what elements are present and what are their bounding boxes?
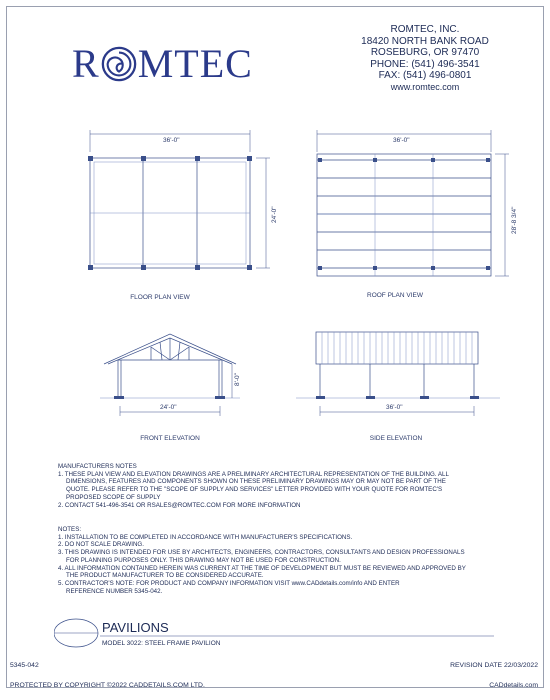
note-line: 4. ALL INFORMATION CONTAINED HEREIN WAS CURRENT AT THE TIME OF DEVELOPMENT BUT MUST BE REVIEWED AND APPROVED BY — [58, 564, 466, 572]
note-line: THE PRODUCT MANUFACTURER TO BE CONSIDERED ACCURATE. — [66, 572, 264, 580]
company-website[interactable]: www.romtec.com — [390, 81, 460, 92]
note-line: 3. THIS DRAWING IS INTENDED FOR USE BY ARCHITECTS, ENGINEERS, CONTRACTORS, CONSULTANTS AND DESIGN PROFESSIONALS — [58, 549, 465, 557]
floor-plan-label: FLOOR PLAN VIEW — [130, 294, 190, 301]
manufacturer-note-line: PROPOSED SCOPE OF SUPPLY — [66, 493, 161, 501]
title-block-subtitle: MODEL 3022: STEEL FRAME PAVILION — [102, 640, 221, 647]
company-address-line1: 18420 NORTH BANK ROAD — [361, 35, 489, 47]
roof-panel-ribs — [322, 332, 472, 364]
roof-plan-label: ROOF PLAN VIEW — [367, 292, 423, 299]
company-name: ROMTEC, INC. — [390, 24, 460, 35]
note-line: 2. DO NOT SCALE DRAWING. — [58, 541, 144, 549]
title-block-title: PAVILIONS — [102, 620, 169, 635]
manufacturer-notes — [58, 463, 488, 509]
swirl-logo-icon — [100, 45, 138, 83]
copyright-notice: PROTECTED BY COPYRIGHT ©2022 CADDETAILS.COM LTD. — [10, 682, 205, 689]
floor-plan-drawing — [70, 128, 290, 278]
front-elevation-drawing — [96, 328, 256, 420]
title-block — [54, 614, 494, 654]
general-notes — [58, 526, 488, 595]
front-width-dim: 24'-0" — [160, 404, 177, 411]
manufacturer-notes-heading: MANUFACTURERS NOTES — [58, 463, 137, 470]
note-line: REFERENCE NUMBER 5345-042. — [66, 587, 163, 595]
reference-number: 5345-042 — [10, 662, 39, 669]
side-elevation-label: SIDE ELEVATION — [369, 435, 423, 442]
side-width-dim: 36'-0" — [386, 404, 403, 411]
notes-heading: NOTES: — [58, 526, 82, 533]
manufacturer-note-line: QUOTE. PLEASE REFER TO THE "SCOPE OF SUPPLY AND SERVICES" LETTER PROVIDED WITH YOUR QUOTE FOR ROMTEC'S — [66, 486, 443, 494]
roof-width-dim: 36'-0" — [393, 137, 410, 144]
revision-date: REVISION DATE 22/03/2022 — [450, 662, 538, 669]
caddetails-link[interactable]: CADdetails.com — [489, 682, 538, 689]
company-fax: FAX: (541) 496-0801 — [378, 70, 472, 81]
front-height-dim: 8'-0" — [234, 373, 241, 386]
manufacturer-note-line: 2. CONTACT 541-496-3541 OR RSALES@ROMTEC.COM FOR MORE INFORMATION — [58, 501, 301, 509]
romtec-logo: R MTEC — [72, 41, 253, 86]
front-elevation-label: FRONT ELEVATION — [140, 435, 200, 442]
note-line: 1. INSTALLATION TO BE COMPLETED IN ACCORDANCE WITH MANUFACTURER'S SPECIFICATIONS. — [58, 533, 353, 541]
roof-depth-dim: 28'-8 3/4" — [511, 206, 518, 234]
floor-width-dim: 36'-0" — [163, 137, 180, 144]
note-line: 5. CONTRACTOR'S NOTE: FOR PRODUCT AND COMPANY INFORMATION VISIT www.CADdetails.com/info AND ENTER — [58, 579, 400, 587]
floor-depth-dim: 24'-0" — [271, 206, 278, 223]
roof-plan-drawing — [305, 128, 525, 278]
side-elevation-drawing — [290, 328, 510, 420]
manufacturer-note-line: 1. THESE PLAN VIEW AND ELEVATION DRAWINGS ARE A PRELIMINARY ARCHITECTURAL REPRESENTATION OF THE BUILDING. ALL — [58, 470, 449, 478]
company-info — [350, 24, 500, 93]
note-line: FOR PLANNING PURPOSES ONLY. THIS DRAWING MAY NOT BE USED FOR CONSTRUCTION. — [66, 556, 341, 564]
company-address-line2: ROSEBURG, OR 97470 — [370, 47, 480, 58]
manufacturer-note-line: DIMENSIONS, FEATURES AND COMPONENTS SHOWN ON THESE PRELIMINARY DRAWINGS MAY OR MAY NOT BE PART OF THE — [66, 478, 446, 486]
company-phone: PHONE: (541) 496-3541 — [370, 58, 480, 70]
